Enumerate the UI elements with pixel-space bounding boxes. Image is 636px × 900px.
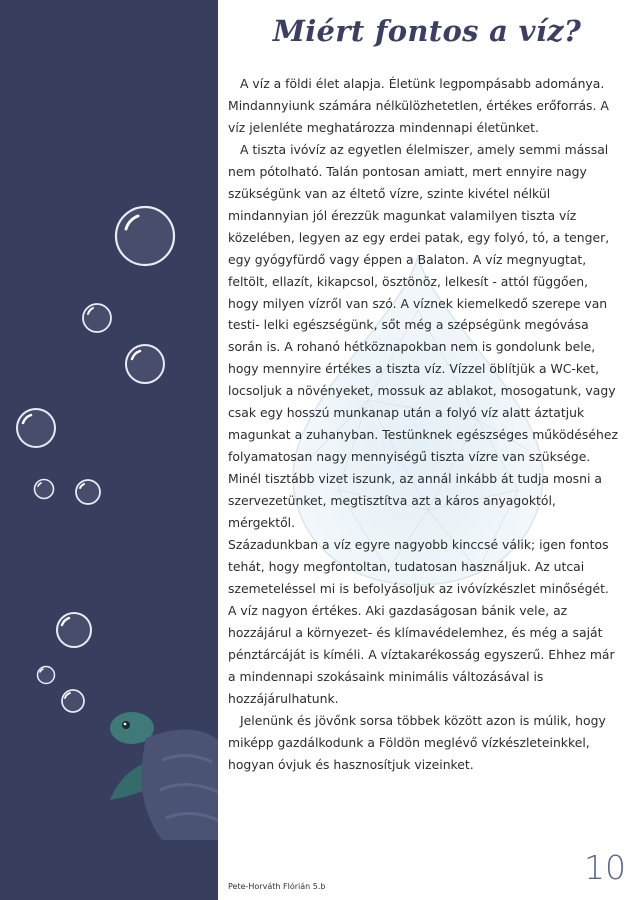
content-page [218,0,636,900]
page-number: 10 [584,848,626,887]
bubble-icon [15,407,57,449]
paragraph: Jelenünk és jövőnk sorsa többek között azon is múlik, hogy miképp gazdálkodunk a Földön meglévő vízkészleteinkkel, hogyan óvjuk és hasznosítjuk vizeinket. [228,712,606,772]
bubble-icon [33,478,55,500]
page-title: Miért fontos a víz? [272,14,582,48]
article-body [228,73,618,776]
turtle-icon [102,700,218,840]
bubble-icon [74,478,102,506]
bubble-icon [55,611,93,649]
paragraph: Századunkban a víz egyre nagyobb kinccsé válik; igen fontos tehát, hogy megfontoltan, tudatosan használjuk. Az utcai szemeteléssel mi is befolyásoljuk az ivóvízkészlet minőségét. A víz nagyon értékes. Aki gazdaságosan bánik vele, az hozzájárul a környezet- és klímavédelemhez, és még a saját pénztárcáját is kíméli. A víztakarékosság egyszerű. Ehhez már a mindennapi szokásaink minimális változásával is hozzájárulhatunk. [228,537,615,706]
paragraph: A tiszta ivóvíz az egyetlen élelmiszer, amely semmi mással nem pótolható. Talán pontosan amiatt, mert ennyire nagy szükségünk van az éltető vízre, szinte kivétel nélkül mindannyian jól érezzük magunkat valamilyen tiszta víz közelében, legyen az egy erdei patak, egy folyó, tó, a tenger, egy gyógyfürdő vagy éppen a Balaton. A víz megnyugtat, feltölt, ellazít, kikapcsol, ösztönöz, lelkesít - attól függően, hogy milyen vízről van szó. A víznek kiemelkedő szerepe van testi- lelki egészségünk, sőt még a szépségünk megóvása során is. A rohanó hétköznapokban nem is gondolunk bele, hogy mennyire értékes a tiszta víz. Vízzel öblítjük a WC-ket, locsoljuk a növényeket, mossuk az ablakot, mosogatunk, vagy csak egy hosszú munkanap után a folyó víz alatt áztatjuk magunkat a zuhanyban. Testünknek egészséges működéséhez folyamatosan nagy mennyiségű tiszta vízre van szüksége. Minél tisztább vizet iszunk, az annál inkább át tudja mosni a szervezetünket, megtisztítva azt a káros anyagoktól, mérgektől. [228,141,618,531]
author-credit: Pete-Horváth Flórián 5.b [228,882,326,891]
bubble-icon [36,665,56,685]
sidebar-panel [0,0,218,900]
bubble-icon [60,688,86,714]
bubble-icon [81,302,113,334]
paragraph: A víz a földi élet alapja. Életünk legpompásabb adománya. Mindannyiunk számára nélkülözhetetlen, értékes erőforrás. A víz jelenléte meghatározza mindennapi életünket. [228,76,609,135]
bubble-icon [114,205,176,267]
bubble-icon [124,343,166,385]
